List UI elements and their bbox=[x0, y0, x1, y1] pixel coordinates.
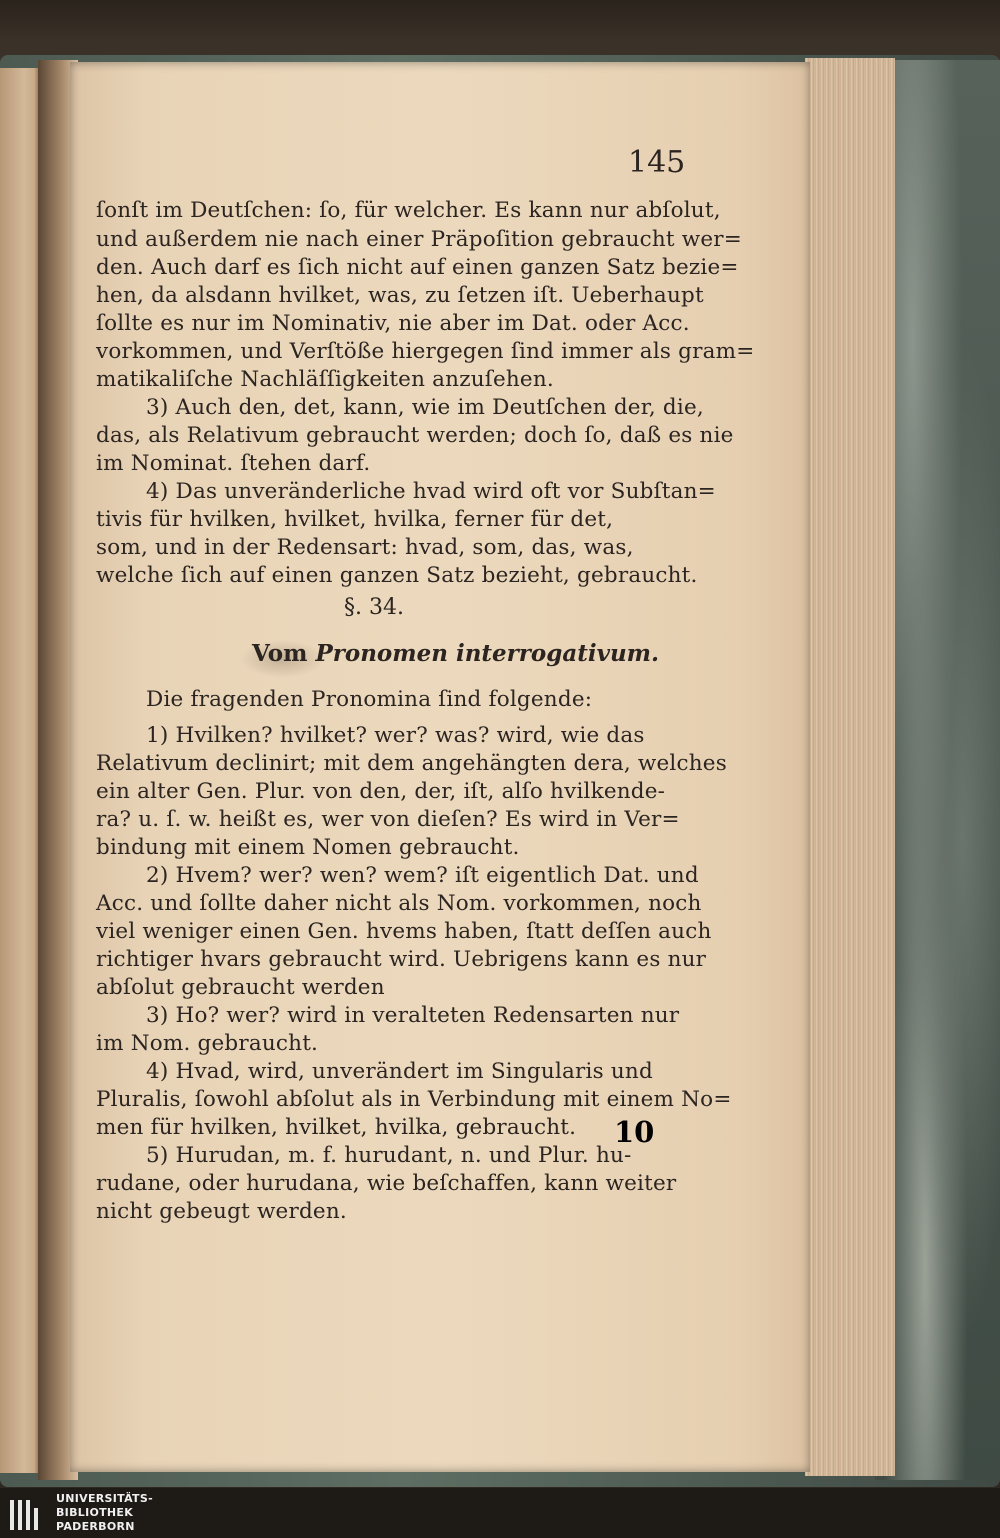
text-line: nicht gebeugt werden. bbox=[96, 1199, 347, 1224]
text-line: Relativum declinirt; mit dem angehängten dera, welches bbox=[96, 751, 727, 776]
text-line: matikaliſche Nachläſſigkeiten anzuſehen. bbox=[96, 367, 554, 392]
text-line: Die fragenden Pronomina ſind folgende: bbox=[146, 687, 593, 712]
text-line: bindung mit einem Nomen gebraucht. bbox=[96, 835, 520, 860]
text-line: welche ſich auf einen ganzen Satz bezieht, gebraucht. bbox=[96, 563, 698, 588]
text-line: viel weniger einen Gen. hvems haben, ſtatt deſſen auch bbox=[96, 919, 712, 944]
text-line: tivis für hvilken, hvilket, hvilka, ferner für det, bbox=[96, 507, 614, 532]
text-line: 3) Ho? wer? wird in veralteten Redensarten nur bbox=[146, 1003, 680, 1028]
text-line: das, als Relativum gebraucht werden; doch ſo, daß es nie bbox=[96, 423, 734, 448]
text-line: ſollte es nur im Nominativ, nie aber im Dat. oder Acc. bbox=[96, 311, 690, 336]
text-line: im Nom. gebraucht. bbox=[96, 1031, 319, 1056]
heading-prefix: Vom bbox=[252, 640, 308, 667]
text-line: som, und in der Redensart: hvad, som, das, was, bbox=[96, 535, 634, 560]
signature-mark: 10 bbox=[614, 1115, 655, 1149]
section-heading bbox=[252, 640, 659, 667]
text-line: 2) Hvem? wer? wen? wem? iſt eigentlich Dat. und bbox=[146, 863, 699, 888]
text-line: Pluralis, ſowohl abſolut als in Verbindung mit einem No= bbox=[96, 1087, 732, 1112]
text-line: den. Auch darf es ſich nicht auf einen ganzen Satz bezie= bbox=[96, 255, 739, 280]
text-line: ſonſt im Deutſchen: ſo, für welcher. Es kann nur abſolut, bbox=[96, 198, 721, 223]
text-line: hen, da alsdann hvilket, was, zu ſetzen iſt. Ueberhaupt bbox=[96, 283, 704, 308]
text-line: 5) Hurudan, m. f. hurudant, n. und Plur. hu- bbox=[146, 1143, 632, 1168]
left-page-edge bbox=[0, 68, 40, 1473]
text-line: vorkommen, und Verſtöße hiergegen ſind immer als gram= bbox=[96, 339, 755, 364]
text-line: 3) Auch den, det, kann, wie im Deutſchen der, die, bbox=[146, 395, 704, 420]
logo-line-1: UNIVERSITÄTS- bbox=[56, 1492, 153, 1505]
text-line: men für hvilken, hvilket, hvilka, gebraucht. bbox=[96, 1115, 577, 1140]
logo-line-2: BIBLIOTHEK bbox=[56, 1506, 134, 1519]
heading-italic: Pronomen interrogativum. bbox=[315, 640, 660, 667]
page-edges bbox=[805, 58, 895, 1476]
library-logo-icon bbox=[10, 1500, 46, 1530]
text-line: 1) Hvilken? hvilket? wer? was? wird, wie das bbox=[146, 723, 645, 748]
text-line: richtiger hvars gebraucht wird. Uebrigens kann es nur bbox=[96, 947, 707, 972]
page-number: 145 bbox=[628, 145, 686, 180]
text-line: rudane, oder hurudana, wie beſchaffen, kann weiter bbox=[96, 1171, 677, 1196]
library-logo-text bbox=[56, 1492, 153, 1534]
text-line: und außerdem nie nach einer Präpoſition gebraucht wer= bbox=[96, 227, 742, 252]
text-line: 4) Das unveränderliche hvad wird oft vor Subſtan= bbox=[146, 479, 716, 504]
text-line: im Nominat. ſtehen darf. bbox=[96, 451, 371, 476]
section-number: §. 34. bbox=[344, 595, 404, 620]
text-line: ra? u. ſ. w. heißt es, wer von dieſen? Es wird in Ver= bbox=[96, 807, 680, 832]
logo-line-3: PADERBORN bbox=[56, 1520, 135, 1533]
text-line: Acc. und ſollte daher nicht als Nom. vorkommen, noch bbox=[96, 891, 702, 916]
text-line: ein alter Gen. Plur. von den, der, iſt, alſo hvilkende- bbox=[96, 779, 666, 804]
text-line: abſolut gebraucht werden bbox=[96, 975, 385, 1000]
text-line: 4) Hvad, wird, unverändert im Singularis und bbox=[146, 1059, 653, 1084]
